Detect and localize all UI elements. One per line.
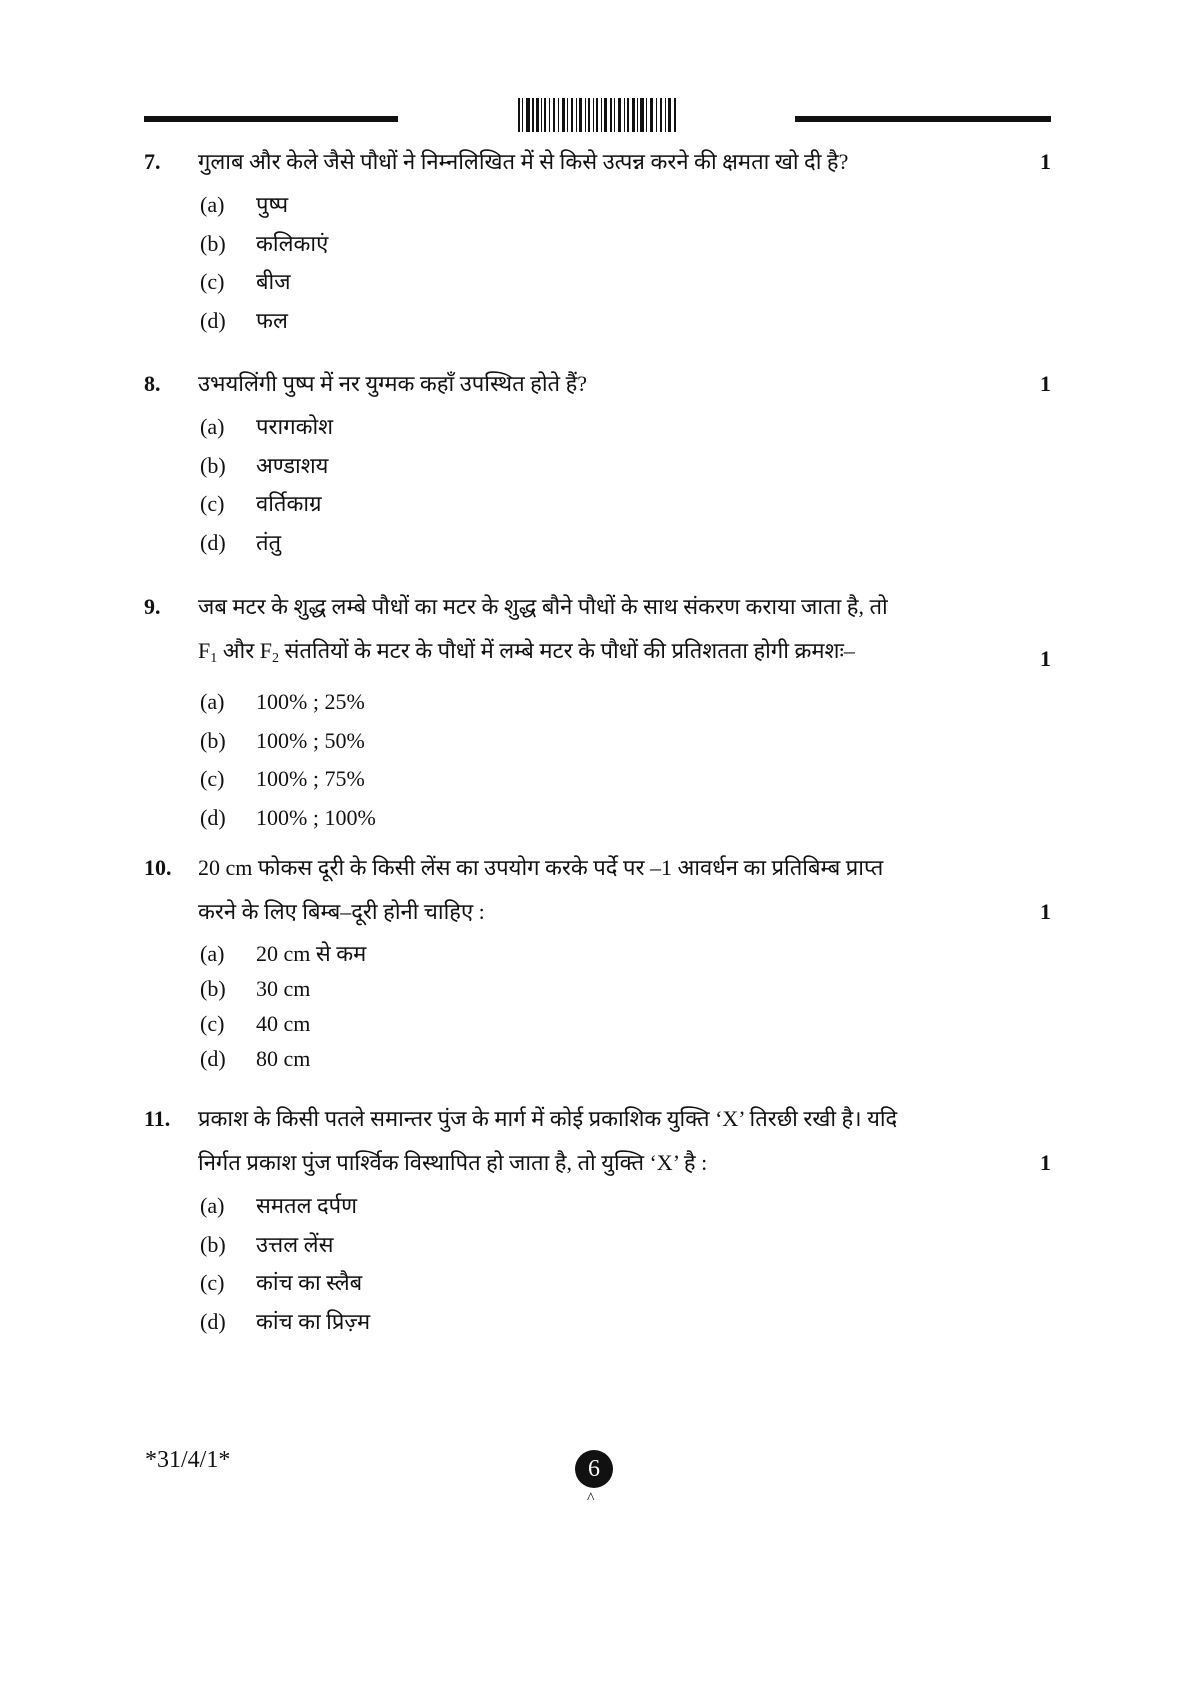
option <box>200 225 1051 264</box>
question-marks: 1 <box>1040 149 1051 174</box>
option-label: (a) <box>200 414 225 439</box>
option-text: 100% ; 50% <box>256 727 365 753</box>
option <box>200 263 1051 302</box>
question-text: उभयलिंगी पुष्प में नर युग्मक कहाँ उपस्थित होते हैं? <box>198 371 588 396</box>
option-text: अण्डाशय <box>256 452 329 478</box>
option <box>200 799 1051 838</box>
option-label: (b) <box>200 1231 226 1257</box>
question-7 <box>144 140 1051 340</box>
option-label: (a) <box>200 941 225 966</box>
option-label: (c) <box>200 269 225 294</box>
option <box>200 524 1051 563</box>
option-text: तंतु <box>256 529 282 555</box>
option-text: 40 cm <box>256 1011 311 1036</box>
option-text: समतल दर्पण <box>256 1193 358 1218</box>
option-text: बीज <box>256 269 291 294</box>
option-text: कांच का प्रिज़्म <box>256 1308 371 1334</box>
option-text: फल <box>256 307 288 333</box>
option <box>200 722 1051 761</box>
option <box>200 936 1051 971</box>
option-label: (d) <box>200 1308 226 1334</box>
question-marks: 1 <box>1040 1150 1051 1175</box>
option <box>200 1226 1051 1265</box>
question-11 <box>144 1097 1051 1341</box>
question-text-line2: करने के लिए बिम्ब–दूरी होनी चाहिए : <box>198 899 485 924</box>
question-number: 11. <box>144 1106 171 1131</box>
header-rule-left <box>144 116 398 122</box>
option <box>200 683 1051 722</box>
option-label: (c) <box>200 1270 225 1295</box>
option-text: 20 cm से कम <box>256 941 367 966</box>
option <box>200 408 1051 447</box>
option-text: उत्तल लेंस <box>256 1231 334 1257</box>
option-text: पुष्प <box>256 192 289 217</box>
option-label: (a) <box>200 192 225 217</box>
page-number: 6 <box>575 1450 613 1488</box>
option-label: (a) <box>200 689 225 714</box>
option-text: 100% ; 100% <box>256 804 376 830</box>
option-text: कलिकाएं <box>256 230 329 256</box>
question-marks: 1 <box>1040 646 1051 671</box>
option <box>200 971 1051 1006</box>
barcode-icon <box>516 98 680 132</box>
option <box>200 447 1051 486</box>
header-rule-right <box>795 116 1051 122</box>
option-label: (d) <box>200 307 226 333</box>
option-text: 80 cm <box>256 1046 311 1071</box>
question-number: 10. <box>144 855 172 880</box>
option <box>200 1006 1051 1041</box>
question-number: 9. <box>144 594 161 619</box>
option-label: (d) <box>200 1046 226 1071</box>
option-label: (b) <box>200 230 226 256</box>
option-text: 100% ; 75% <box>256 766 365 791</box>
option-label: (b) <box>200 452 226 478</box>
option-label: (b) <box>200 727 226 753</box>
options-list <box>200 1187 1051 1341</box>
option <box>200 1187 1051 1226</box>
option-text: कांच का स्लैब <box>256 1270 363 1295</box>
option <box>200 1303 1051 1342</box>
option-text: परागकोश <box>256 414 334 439</box>
question-8 <box>144 362 1051 562</box>
option <box>200 186 1051 225</box>
question-text-line1: प्रकाश के किसी पतले समान्तर पुंज के मार्ग में कोई प्रकाशिक युक्ति ‘X’ तिरछी रखी है। यदि <box>198 1106 898 1131</box>
option-label: (a) <box>200 1193 225 1218</box>
question-text-line2: निर्गत प्रकाश पुंज पार्श्विक विस्थापित हो जाता है, तो युक्ति ‘X’ है : <box>198 1150 708 1175</box>
options-list <box>200 186 1051 340</box>
option-label: (c) <box>200 766 225 791</box>
option <box>200 302 1051 341</box>
options-list <box>200 936 1051 1076</box>
question-text-line1: 20 cm फोकस दूरी के किसी लेंस का उपयोग करके पर्दे पर –1 आवर्धन का प्रतिबिम्ब प्राप्त <box>198 855 884 880</box>
question-9 <box>144 585 1051 837</box>
option <box>200 1264 1051 1303</box>
question-marks: 1 <box>1040 371 1051 396</box>
option-label: (d) <box>200 804 226 830</box>
caret-icon: ^ <box>587 1490 595 1507</box>
option-text: वर्तिकाग्र <box>256 491 322 516</box>
question-marks: 1 <box>1040 899 1051 924</box>
option-label: (c) <box>200 1011 225 1036</box>
option-label: (c) <box>200 491 225 516</box>
option <box>200 1041 1051 1076</box>
paper-code: *31/4/1* <box>145 1447 231 1473</box>
question-number: 8. <box>144 371 161 396</box>
option-text: 100% ; 25% <box>256 689 365 714</box>
question-number: 7. <box>144 149 161 174</box>
option-label: (b) <box>200 976 226 1001</box>
options-list <box>200 683 1051 837</box>
question-text-line2: $F_1$ और $F_2$ संततियों के मटर के पौधों में लम्बे मटर के पौधों की प्रतिशतता होगी क्रमशः– <box>198 638 855 666</box>
question-text: गुलाब और केले जैसे पौधों ने निम्नलिखित में से किसे उत्पन्न करने की क्षमता खो दी है? <box>198 149 849 174</box>
option <box>200 760 1051 799</box>
question-10 <box>144 846 1051 1076</box>
question-text-line1: जब मटर के शुद्ध लम्बे पौधों का मटर के शुद्ध बौने पौधों के साथ संकरण कराया जाता है, तो <box>198 594 888 619</box>
options-list <box>200 408 1051 562</box>
option <box>200 485 1051 524</box>
option-label: (d) <box>200 529 226 555</box>
option-text: 30 cm <box>256 976 311 1001</box>
